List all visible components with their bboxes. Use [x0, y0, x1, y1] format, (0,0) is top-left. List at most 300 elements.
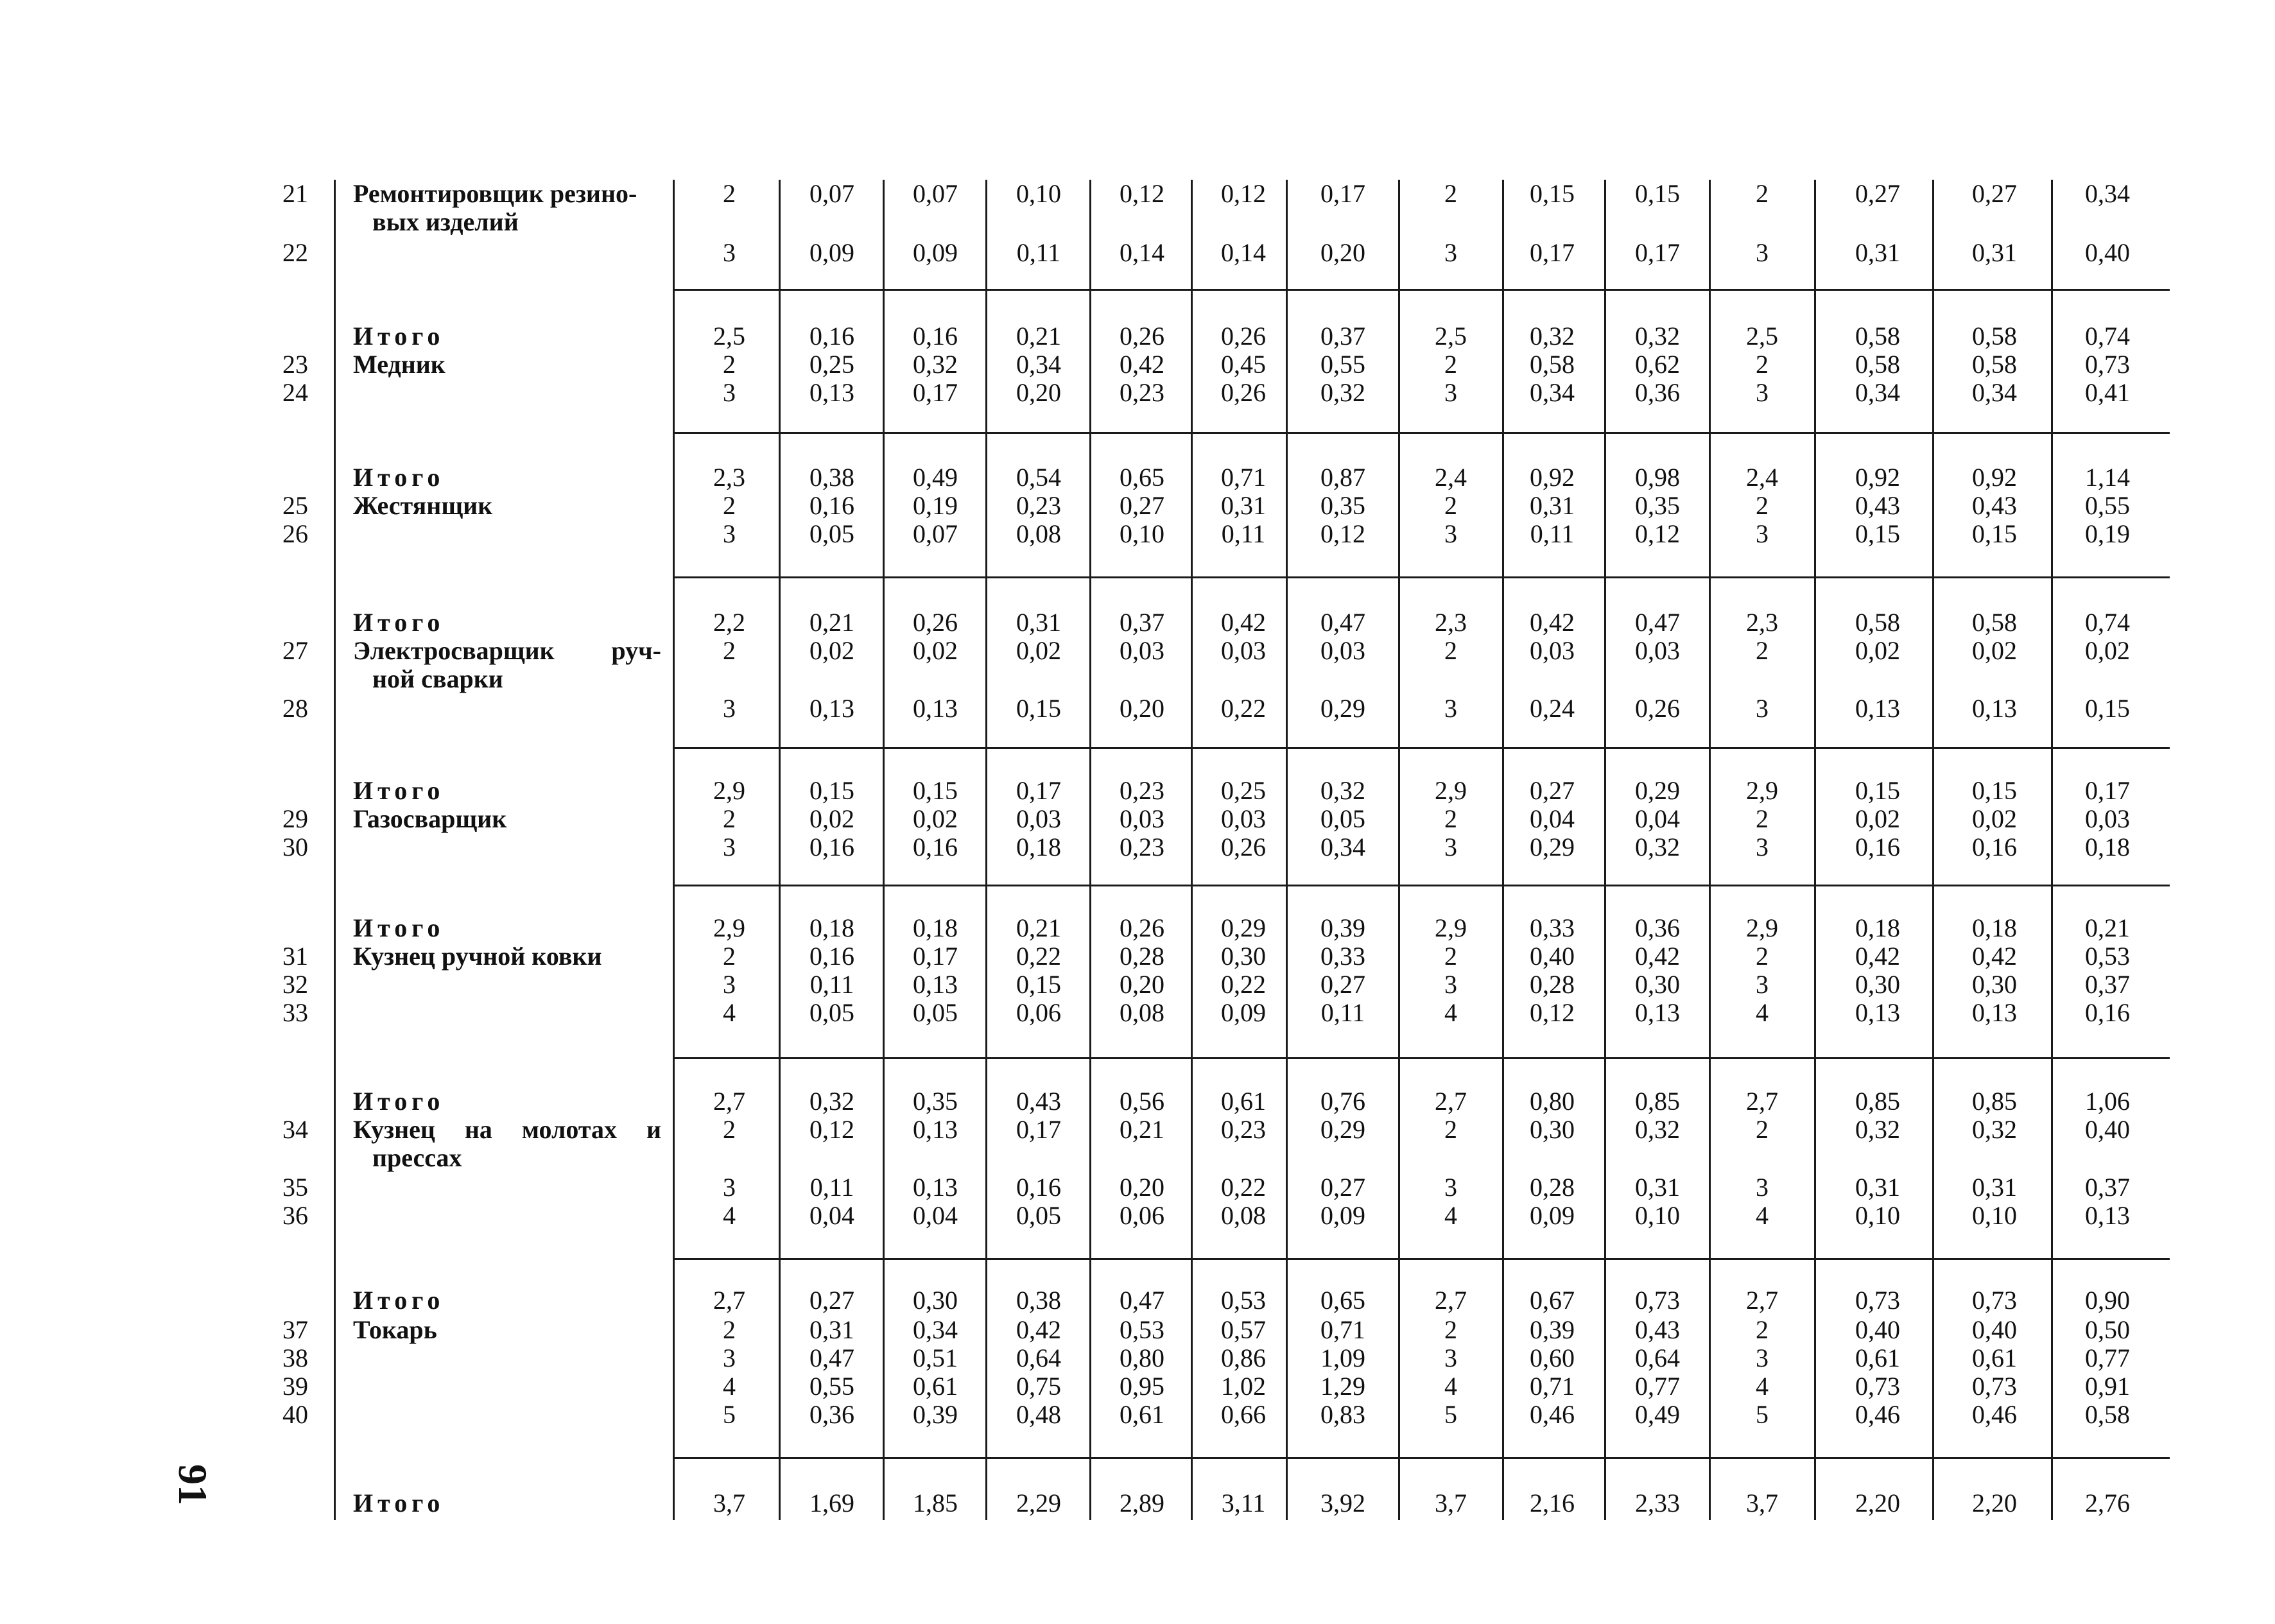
- total-row-cell: 0,21: [1016, 913, 1061, 942]
- data-row-cell: 5: [1444, 1400, 1457, 1429]
- column-rule: [1191, 180, 1193, 1520]
- occupation-name: Газосварщик: [353, 804, 507, 833]
- name-word: Электросварщик: [353, 636, 555, 665]
- data-row-cell: 2: [1444, 1115, 1457, 1144]
- total-row-cell: 2,5: [713, 322, 745, 350]
- data-row-cell: 0,26: [1635, 694, 1680, 723]
- total-row-cell: 0,25: [1221, 776, 1266, 805]
- data-row-cell: 0,28: [1530, 970, 1575, 999]
- data-row-cell: 0,02: [1972, 804, 2017, 833]
- total-row-cell: 0,56: [1120, 1087, 1164, 1116]
- total-row-cell: 0,29: [1635, 776, 1680, 805]
- total-row-cell: 1,06: [2085, 1087, 2130, 1116]
- data-row-cell: 0,46: [1972, 1400, 2017, 1429]
- column-rule: [883, 180, 885, 1520]
- data-row-cell: 0,24: [1530, 694, 1575, 723]
- data-row-cell: 0,22: [1221, 970, 1266, 999]
- total-row-cell: 2,7: [1435, 1286, 1467, 1315]
- total-row-cell: 0,21: [2085, 913, 2130, 942]
- data-row-cell: 3: [723, 238, 736, 267]
- data-row-cell: 2: [1444, 1315, 1457, 1344]
- row-number: 31: [282, 942, 308, 971]
- total-row-cell: 0,15: [913, 776, 958, 805]
- data-row-cell: 0,31: [1972, 1173, 2017, 1202]
- occupation-name: [353, 1116, 661, 1144]
- block-separator: [673, 1057, 2170, 1059]
- data-row-cell: 4: [723, 1201, 736, 1230]
- data-row-cell: 0,75: [1016, 1372, 1061, 1401]
- row-number: 21: [282, 179, 308, 208]
- data-row-cell: 0,29: [1530, 833, 1575, 861]
- total-row-cell: 0,21: [1016, 322, 1061, 350]
- data-row-cell: 0,27: [1320, 1173, 1365, 1202]
- data-row-cell: 0,02: [913, 804, 958, 833]
- data-row-cell: 0,29: [1320, 694, 1365, 723]
- data-row-cell: 3: [1444, 378, 1457, 407]
- data-row-cell: 0,16: [809, 491, 854, 520]
- data-row-cell: 0,11: [809, 970, 854, 999]
- total-row-cell: 2,4: [1435, 463, 1467, 492]
- row-number: 30: [282, 833, 308, 861]
- data-row-cell: 0,19: [913, 491, 958, 520]
- data-row-cell: 0,16: [1016, 1173, 1061, 1202]
- data-row-cell: 2: [1756, 804, 1769, 833]
- data-row-cell: 0,20: [1120, 970, 1164, 999]
- data-row-cell: 0,20: [1120, 1173, 1164, 1202]
- total-row-cell: 3,7: [713, 1489, 745, 1517]
- data-row-cell: 3: [1444, 238, 1457, 267]
- data-row-cell: 0,41: [2085, 378, 2130, 407]
- row-number: 27: [282, 636, 308, 665]
- data-row-cell: 0,58: [1972, 350, 2017, 379]
- data-row-cell: 0,17: [1016, 1115, 1061, 1144]
- data-row-cell: 0,03: [1635, 636, 1680, 665]
- data-row-cell: 0,34: [1320, 833, 1365, 861]
- data-row-cell: 0,31: [1221, 491, 1266, 520]
- data-row-cell: 0,48: [1016, 1400, 1061, 1429]
- data-row-cell: 0,40: [2085, 238, 2130, 267]
- data-row-cell: 2: [1444, 942, 1457, 971]
- data-row-cell: 0,62: [1635, 350, 1680, 379]
- data-row-cell: 0,73: [1972, 1372, 2017, 1401]
- data-row-cell: 0,31: [1972, 238, 2017, 267]
- total-row-cell: 0,92: [1972, 463, 2017, 492]
- total-row-cell: 0,26: [913, 608, 958, 637]
- data-row-cell: 0,29: [1320, 1115, 1365, 1144]
- data-row-cell: 0,05: [809, 998, 854, 1027]
- data-row-cell: 0,66: [1221, 1400, 1266, 1429]
- data-row-cell: 0,13: [913, 1115, 958, 1144]
- data-row-cell: 4: [1756, 1372, 1769, 1401]
- total-label: Итого: [353, 608, 445, 637]
- row-number: 23: [282, 350, 308, 379]
- total-row-cell: 1,85: [913, 1489, 958, 1517]
- data-row-cell: 2: [1756, 1315, 1769, 1344]
- data-row-cell: 0,23: [1120, 378, 1164, 407]
- data-row-cell: 0,64: [1635, 1343, 1680, 1372]
- column-rule: [1089, 180, 1091, 1520]
- data-row-cell: 2: [723, 1115, 736, 1144]
- data-row-cell: 5: [1756, 1400, 1769, 1429]
- total-row-cell: 2,7: [1746, 1286, 1778, 1315]
- total-row-cell: 0,90: [2085, 1286, 2130, 1315]
- data-row-cell: 3: [1756, 1173, 1769, 1202]
- total-row-cell: 0,73: [1972, 1286, 2017, 1315]
- data-row-cell: 0,31: [1855, 1173, 1900, 1202]
- data-row-cell: 0,23: [1120, 833, 1164, 861]
- total-row-cell: 2,7: [713, 1087, 745, 1116]
- data-row-cell: 0,34: [1855, 378, 1900, 407]
- total-row-cell: 0,30: [913, 1286, 958, 1315]
- total-row-cell: 0,15: [809, 776, 854, 805]
- data-row-cell: 0,15: [1016, 970, 1061, 999]
- data-row-cell: 0,15: [2085, 694, 2130, 723]
- total-row-cell: 0,27: [809, 1286, 854, 1315]
- data-row-cell: 0,02: [809, 804, 854, 833]
- data-row-cell: 0,12: [1635, 519, 1680, 548]
- data-row-cell: 0,05: [1016, 1201, 1061, 1230]
- data-row-cell: 0,34: [913, 1315, 958, 1344]
- data-row-cell: 0,31: [1530, 491, 1575, 520]
- total-row-cell: 2,76: [2085, 1489, 2130, 1517]
- data-row-cell: 2: [723, 1315, 736, 1344]
- data-row-cell: 0,13: [1972, 998, 2017, 1027]
- data-row-cell: 0,18: [1016, 833, 1061, 861]
- data-row-cell: 3: [1756, 519, 1769, 548]
- data-row-cell: 0,16: [913, 833, 958, 861]
- data-row-cell: 0,03: [1120, 636, 1164, 665]
- total-row-cell: 0,39: [1320, 913, 1365, 942]
- data-row-cell: 0,30: [1635, 970, 1680, 999]
- data-row-cell: 0,42: [1855, 942, 1900, 971]
- data-row-cell: 0,13: [913, 694, 958, 723]
- data-row-cell: 0,03: [1530, 636, 1575, 665]
- data-row-cell: 3: [723, 1173, 736, 1202]
- total-row-cell: 0,47: [1120, 1286, 1164, 1315]
- data-row-cell: 0,25: [809, 350, 854, 379]
- name-word: и: [646, 1115, 661, 1144]
- data-row-cell: 0,73: [2085, 350, 2130, 379]
- total-label: Итого: [353, 913, 445, 942]
- row-number: 39: [282, 1372, 308, 1401]
- row-number: 33: [282, 998, 308, 1027]
- data-row-cell: 3: [723, 694, 736, 723]
- data-row-cell: 0,55: [1320, 350, 1365, 379]
- data-row-cell: 0,17: [1635, 238, 1680, 267]
- name-word: Кузнец: [353, 1115, 435, 1144]
- data-row-cell: 0,37: [2085, 970, 2130, 999]
- data-row-cell: 0,13: [1855, 998, 1900, 1027]
- total-row-cell: 2,3: [713, 463, 745, 492]
- data-row-cell: 0,58: [1530, 350, 1575, 379]
- data-row-cell: 0,32: [1972, 1115, 2017, 1144]
- row-number: 22: [282, 238, 308, 267]
- data-row-cell: 0,28: [1530, 1173, 1575, 1202]
- total-row-cell: 0,26: [1120, 913, 1164, 942]
- data-row-cell: 0,17: [1530, 238, 1575, 267]
- data-row-cell: 0,10: [1972, 1201, 2017, 1230]
- data-row-cell: 0,09: [1221, 998, 1266, 1027]
- data-row-cell: 0,49: [1635, 1400, 1680, 1429]
- data-row-cell: 0,28: [1120, 942, 1164, 971]
- total-row-cell: 2,89: [1120, 1489, 1164, 1517]
- row-number: 40: [282, 1400, 308, 1429]
- data-row-cell: 2: [1756, 491, 1769, 520]
- data-row-cell: 0,64: [1016, 1343, 1061, 1372]
- total-row-cell: 0,32: [1530, 322, 1575, 350]
- occupation-name: Медник: [353, 350, 445, 379]
- data-row-cell: 0,35: [1635, 491, 1680, 520]
- occupation-name-continued: ной сварки: [372, 664, 503, 693]
- total-row-cell: 0,71: [1221, 463, 1266, 492]
- data-row-cell: 0,10: [1016, 179, 1061, 208]
- data-row-cell: 0,16: [809, 833, 854, 861]
- total-row-cell: 2,16: [1530, 1489, 1575, 1517]
- total-row-cell: 0,23: [1120, 776, 1164, 805]
- data-row-cell: 0,09: [913, 238, 958, 267]
- data-row-cell: 0,77: [1635, 1372, 1680, 1401]
- data-row-cell: 0,07: [913, 179, 958, 208]
- data-row-cell: 0,34: [1972, 378, 2017, 407]
- data-row-cell: 2: [723, 804, 736, 833]
- data-row-cell: 2: [723, 636, 736, 665]
- data-row-cell: 0,11: [1320, 998, 1365, 1027]
- data-row-cell: 3: [723, 833, 736, 861]
- data-row-cell: 0,11: [809, 1173, 854, 1202]
- data-row-cell: 0,58: [2085, 1400, 2130, 1429]
- column-rule: [985, 180, 987, 1520]
- occupation-name: [353, 637, 661, 665]
- name-word: руч-: [611, 636, 661, 665]
- block-separator: [673, 432, 2170, 434]
- data-row-cell: 0,46: [1855, 1400, 1900, 1429]
- row-number: 38: [282, 1343, 308, 1372]
- data-row-cell: 0,13: [913, 970, 958, 999]
- data-row-cell: 0,02: [2085, 636, 2130, 665]
- data-row-cell: 0,21: [1120, 1115, 1164, 1144]
- data-row-cell: 0,58: [1855, 350, 1900, 379]
- column-rule: [1709, 180, 1711, 1520]
- total-row-cell: 0,54: [1016, 463, 1061, 492]
- data-row-cell: 0,27: [1320, 970, 1365, 999]
- data-row-cell: 0,37: [2085, 1173, 2130, 1202]
- total-label: Итого: [353, 1489, 445, 1517]
- total-row-cell: 0,73: [1855, 1286, 1900, 1315]
- data-row-cell: 0,36: [809, 1400, 854, 1429]
- data-row-cell: 0,15: [1972, 519, 2017, 548]
- total-row-cell: 0,26: [1120, 322, 1164, 350]
- row-number: 36: [282, 1201, 308, 1230]
- data-row-cell: 0,40: [2085, 1115, 2130, 1144]
- data-row-cell: 0,91: [2085, 1372, 2130, 1401]
- data-row-cell: 4: [1444, 1201, 1457, 1230]
- total-row-cell: 3,7: [1435, 1489, 1467, 1517]
- data-row-cell: 0,02: [1972, 636, 2017, 665]
- total-label: Итого: [353, 322, 445, 350]
- occupation-name: Жестянщик: [353, 491, 493, 520]
- block-separator: [673, 576, 2170, 578]
- data-row-cell: 0,06: [1016, 998, 1061, 1027]
- total-row-cell: 2,7: [1435, 1087, 1467, 1116]
- data-row-cell: 0,12: [809, 1115, 854, 1144]
- data-row-cell: 0,40: [1855, 1315, 1900, 1344]
- data-row-cell: 0,83: [1320, 1400, 1365, 1429]
- data-row-cell: 2: [723, 491, 736, 520]
- data-row-cell: 0,15: [1635, 179, 1680, 208]
- data-row-cell: 1,02: [1221, 1372, 1266, 1401]
- column-rule: [2051, 180, 2053, 1520]
- data-row-cell: 3: [1756, 378, 1769, 407]
- total-row-cell: 0,16: [809, 322, 854, 350]
- occupation-name-continued: вых изделий: [372, 207, 519, 236]
- row-number: 25: [282, 491, 308, 520]
- page-number: 91: [170, 1464, 216, 1505]
- data-row-cell: 0,34: [1016, 350, 1061, 379]
- total-row-cell: 0,35: [913, 1087, 958, 1116]
- data-row-cell: 3: [1444, 519, 1457, 548]
- data-row-cell: 0,03: [1320, 636, 1365, 665]
- data-row-cell: 2: [723, 942, 736, 971]
- total-row-cell: 2,5: [1746, 322, 1778, 350]
- data-row-cell: 0,15: [1016, 694, 1061, 723]
- data-row-cell: 0,32: [1855, 1115, 1900, 1144]
- total-row-cell: 3,92: [1320, 1489, 1365, 1517]
- data-row-cell: 0,61: [913, 1372, 958, 1401]
- column-rule: [1604, 180, 1606, 1520]
- total-row-cell: 0,21: [809, 608, 854, 637]
- data-row-cell: 0,30: [1530, 1115, 1575, 1144]
- data-row-cell: 4: [1444, 998, 1457, 1027]
- total-row-cell: 0,58: [1855, 322, 1900, 350]
- data-row-cell: 3: [1756, 238, 1769, 267]
- row-number: 32: [282, 970, 308, 999]
- data-row-cell: 2: [1444, 636, 1457, 665]
- total-row-cell: 2,33: [1635, 1489, 1680, 1517]
- total-row-cell: 0,85: [1855, 1087, 1900, 1116]
- data-row-cell: 0,22: [1016, 942, 1061, 971]
- data-row-cell: 0,39: [913, 1400, 958, 1429]
- total-row-cell: 2,9: [1435, 913, 1467, 942]
- data-row-cell: 0,23: [1221, 1115, 1266, 1144]
- data-row-cell: 1,29: [1320, 1372, 1365, 1401]
- data-row-cell: 0,08: [1016, 519, 1061, 548]
- data-row-cell: 0,07: [809, 179, 854, 208]
- data-row-cell: 0,04: [809, 1201, 854, 1230]
- data-row-cell: 3: [1756, 833, 1769, 861]
- data-row-cell: 0,36: [1635, 378, 1680, 407]
- name-word: на: [464, 1115, 492, 1144]
- data-row-cell: 0,02: [809, 636, 854, 665]
- data-row-cell: 0,23: [1016, 491, 1061, 520]
- data-row-cell: 0,61: [1855, 1343, 1900, 1372]
- data-row-cell: 0,09: [1320, 1201, 1365, 1230]
- total-row-cell: 0,87: [1320, 463, 1365, 492]
- data-row-cell: 0,57: [1221, 1315, 1266, 1344]
- data-row-cell: 0,43: [1855, 491, 1900, 520]
- data-row-cell: 0,12: [1120, 179, 1164, 208]
- block-separator: [673, 1457, 2170, 1459]
- row-number: 35: [282, 1173, 308, 1202]
- total-row-cell: 2,5: [1435, 322, 1467, 350]
- data-row-cell: 0,10: [1635, 1201, 1680, 1230]
- data-row-cell: 0,31: [1635, 1173, 1680, 1202]
- data-row-cell: 0,50: [2085, 1315, 2130, 1344]
- data-row-cell: 0,02: [1016, 636, 1061, 665]
- total-row-cell: 0,31: [1016, 608, 1061, 637]
- total-row-cell: 2,20: [1972, 1489, 2017, 1517]
- total-row-cell: 3,11: [1221, 1489, 1266, 1517]
- data-row-cell: 0,09: [809, 238, 854, 267]
- data-row-cell: 5: [723, 1400, 736, 1429]
- total-row-cell: 0,58: [1855, 608, 1900, 637]
- data-row-cell: 2: [723, 179, 736, 208]
- data-row-cell: 4: [723, 998, 736, 1027]
- data-row-cell: 2: [723, 350, 736, 379]
- data-row-cell: 3: [723, 970, 736, 999]
- total-row-cell: 0,49: [913, 463, 958, 492]
- data-row-cell: 0,43: [1972, 491, 2017, 520]
- data-row-cell: 0,12: [1221, 179, 1266, 208]
- data-row-cell: 0,13: [913, 1173, 958, 1202]
- total-row-cell: 0,15: [1855, 776, 1900, 805]
- data-row-cell: 0,16: [809, 942, 854, 971]
- total-row-cell: 0,32: [1320, 776, 1365, 805]
- data-row-cell: 0,32: [1635, 833, 1680, 861]
- data-row-cell: 0,32: [913, 350, 958, 379]
- data-row-cell: 3: [723, 1343, 736, 1372]
- total-row-cell: 0,58: [1972, 322, 2017, 350]
- column-rule: [779, 180, 781, 1520]
- total-row-cell: 0,67: [1530, 1286, 1575, 1315]
- total-row-cell: 0,16: [913, 322, 958, 350]
- total-row-cell: 0,73: [1635, 1286, 1680, 1315]
- data-row-cell: 0,45: [1221, 350, 1266, 379]
- data-row-cell: 0,46: [1530, 1400, 1575, 1429]
- total-row-cell: 2,3: [1435, 608, 1467, 637]
- data-row-cell: 0,05: [1320, 804, 1365, 833]
- total-row-cell: 2,4: [1746, 463, 1778, 492]
- total-row-cell: 0,85: [1635, 1087, 1680, 1116]
- block-separator: [673, 1258, 2170, 1260]
- data-row-cell: 0,34: [2085, 179, 2130, 208]
- data-row-cell: 0,17: [913, 942, 958, 971]
- data-row-cell: 0,30: [1855, 970, 1900, 999]
- data-row-cell: 0,95: [1120, 1372, 1164, 1401]
- column-rule: [1932, 180, 1934, 1520]
- total-label: Итого: [353, 1286, 445, 1315]
- total-row-cell: 0,29: [1221, 913, 1266, 942]
- data-row-cell: 0,03: [2085, 804, 2130, 833]
- total-row-cell: 0,37: [1320, 322, 1365, 350]
- total-row-cell: 0,92: [1855, 463, 1900, 492]
- total-row-cell: 0,58: [1972, 608, 2017, 637]
- total-row-cell: 0,47: [1635, 608, 1680, 637]
- total-row-cell: 0,92: [1530, 463, 1575, 492]
- data-row-cell: 0,27: [1120, 491, 1164, 520]
- total-row-cell: 0,98: [1635, 463, 1680, 492]
- total-row-cell: 0,43: [1016, 1087, 1061, 1116]
- total-row-cell: 0,42: [1530, 608, 1575, 637]
- data-row-cell: 0,20: [1120, 694, 1164, 723]
- total-row-cell: 0,38: [1016, 1286, 1061, 1315]
- data-row-cell: 0,13: [1635, 998, 1680, 1027]
- total-row-cell: 2,9: [713, 913, 745, 942]
- data-row-cell: 0,16: [1855, 833, 1900, 861]
- total-row-cell: 0,17: [1016, 776, 1061, 805]
- data-row-cell: 0,53: [2085, 942, 2130, 971]
- total-label: Итого: [353, 776, 445, 805]
- data-row-cell: 0,03: [1120, 804, 1164, 833]
